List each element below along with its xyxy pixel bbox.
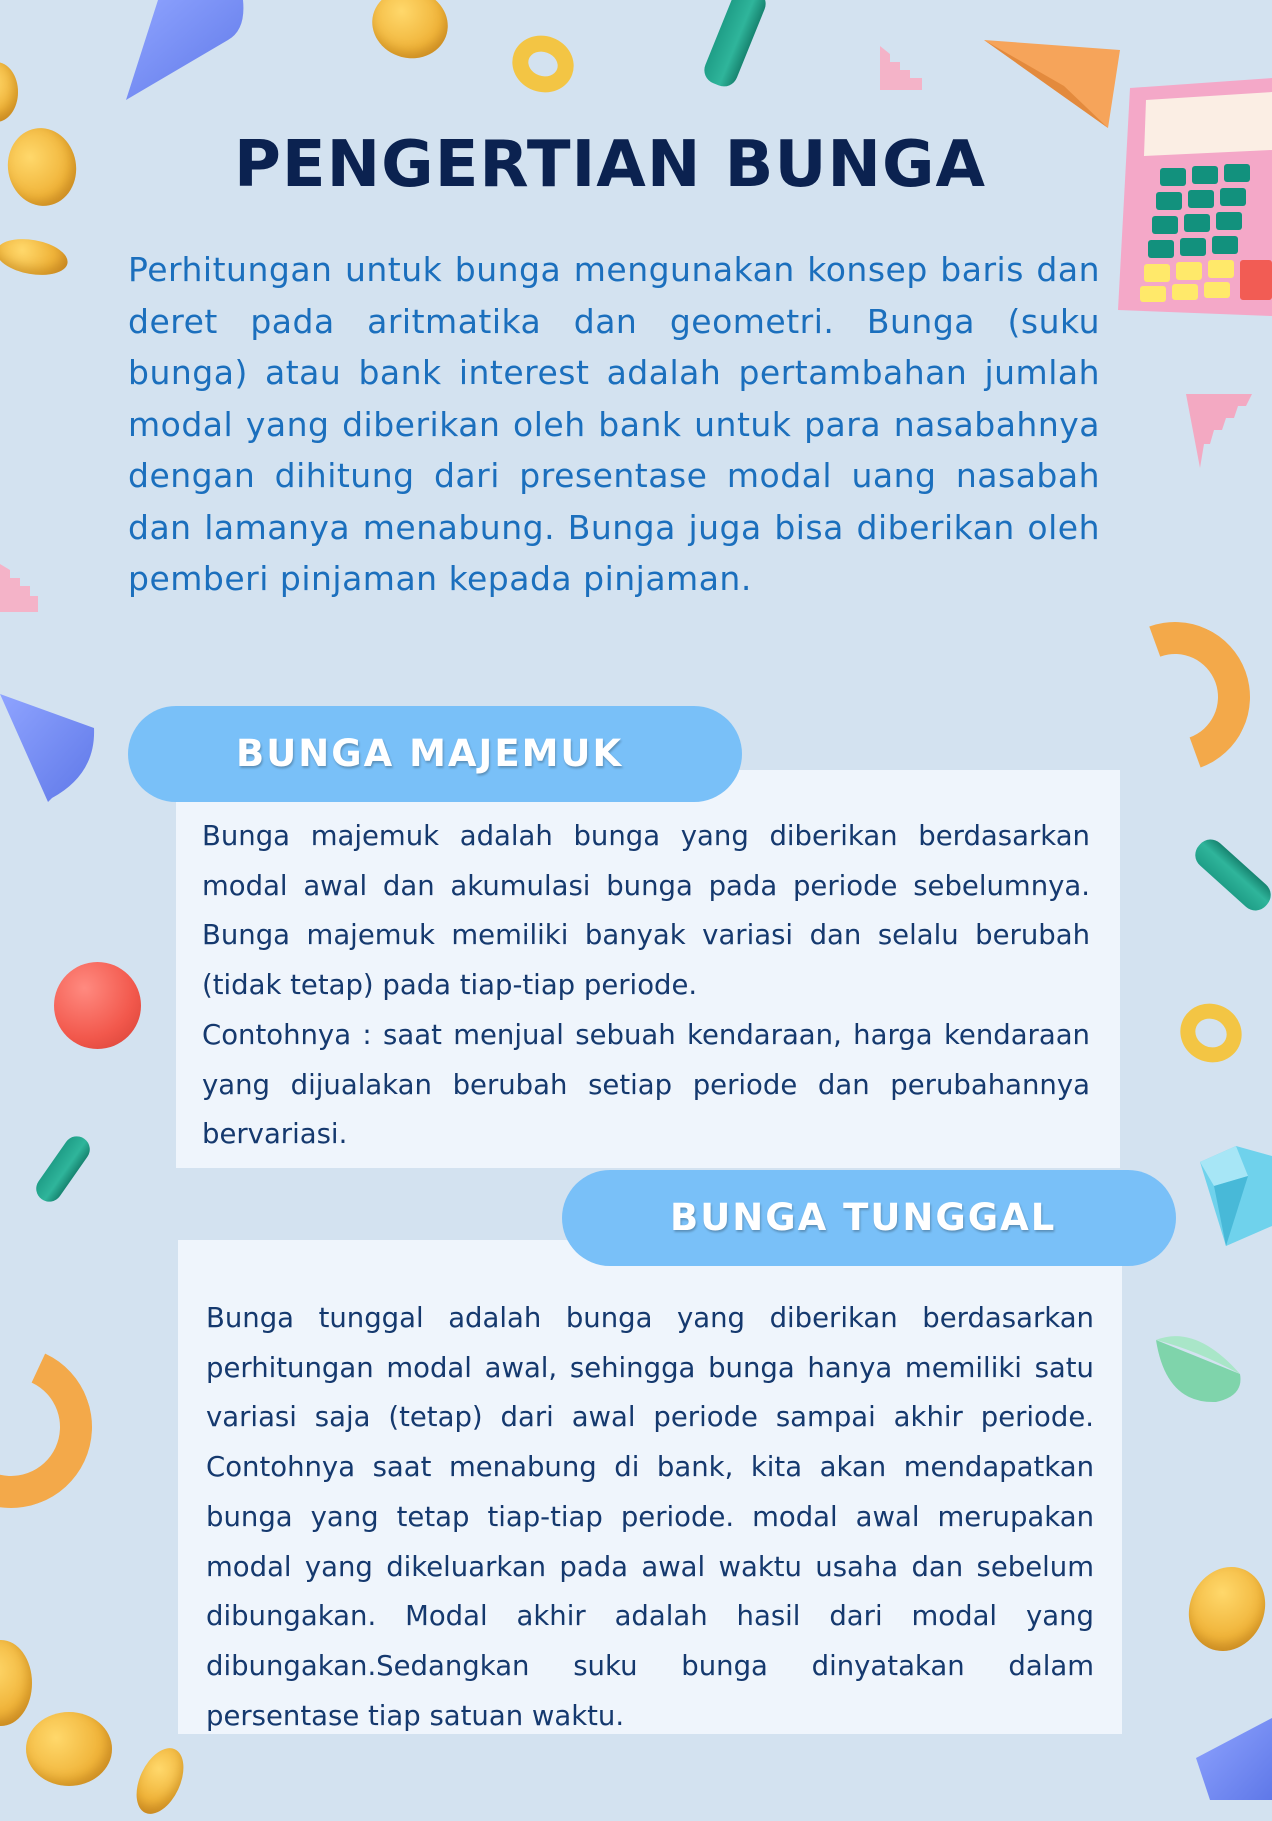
stick-icon bbox=[31, 1131, 95, 1207]
intro-paragraph: Perhitungan untuk bunga mengunakan konsep baris dan deret pada aritmatika dan geometri. Bunga (suku bunga) atau bank interest adalah pertambahan jumlah modal yang diberikan oleh bank untuk para nasabahnya dengan dihitung dari presentase modal uang nasabah dan lamanya menabung. Bunga juga bisa diberikan oleh pemberi pinjaman kepada pinjaman. bbox=[128, 250, 1100, 598]
coin-icon bbox=[0, 234, 70, 280]
bunga-majemuk-heading-text: BUNGA MAJEMUK bbox=[236, 732, 624, 775]
stick-icon bbox=[1190, 834, 1272, 917]
coin-icon bbox=[127, 1741, 193, 1821]
arc-icon bbox=[0, 1323, 115, 1531]
cone-icon bbox=[0, 694, 96, 804]
bunga-majemuk-card bbox=[176, 770, 1120, 1168]
ring-icon bbox=[504, 27, 581, 101]
pink-stair-icon bbox=[0, 564, 38, 612]
bunga-majemuk-heading bbox=[128, 706, 742, 802]
coin-icon bbox=[0, 62, 18, 122]
bunga-tunggal-heading-text: BUNGA TUNGGAL bbox=[670, 1196, 1057, 1239]
cone-icon bbox=[118, 0, 248, 105]
half-sphere-icon bbox=[1156, 1330, 1244, 1404]
coin-icon bbox=[1175, 1554, 1272, 1663]
bunga-tunggal-card bbox=[178, 1240, 1122, 1734]
paper-plane-icon bbox=[984, 36, 1120, 128]
bunga-tunggal-heading bbox=[562, 1170, 1176, 1266]
page-title: PENGERTIAN BUNGA bbox=[233, 128, 987, 202]
coin-icon bbox=[364, 0, 455, 67]
stick-icon bbox=[700, 0, 770, 91]
ring-icon bbox=[1171, 994, 1252, 1073]
pink-stair-icon bbox=[876, 46, 922, 90]
bunga-majemuk-example: Contohnya : saat menjual sebuah kendaraan, harga kendaraan yang dijualakan berubah setiap periode dan perubahannya bervariasi. bbox=[202, 1018, 1090, 1151]
pink-stair-icon bbox=[1186, 394, 1252, 468]
arc-icon bbox=[1075, 597, 1272, 796]
bunga-tunggal-paragraph: Bunga tunggal adalah bunga yang diberikan berdasarkan perhitungan modal awal, sehingga bunga hanya memiliki satu variasi saja (tetap) dari awal periode sampai akhir periode. Contohnya saat menabung di bank, kita akan mendapatkan bunga yang tetap tiap-tiap periode. modal awal merupakan modal yang dikeluarkan pada awal waktu usaha dan sebelum dibungakan. Modal akhir adalah hasil dari modal yang dibungakan.Sedangkan suku bunga dinyatakan dalam persentase tiap satuan waktu. bbox=[206, 1302, 1094, 1732]
ball-icon bbox=[54, 962, 141, 1049]
gem-icon bbox=[1196, 1146, 1272, 1246]
coin-icon bbox=[0, 1640, 32, 1726]
cone-icon bbox=[1196, 1718, 1272, 1800]
coin-icon bbox=[26, 1712, 112, 1786]
bunga-majemuk-paragraph: Bunga majemuk adalah bunga yang diberikan berdasarkan modal awal dan akumulasi bunga pada periode sebelumnya. Bunga majemuk memiliki banyak variasi dan selalu berubah (tidak tetap) pada tiap-tiap periode. bbox=[202, 820, 1090, 1002]
